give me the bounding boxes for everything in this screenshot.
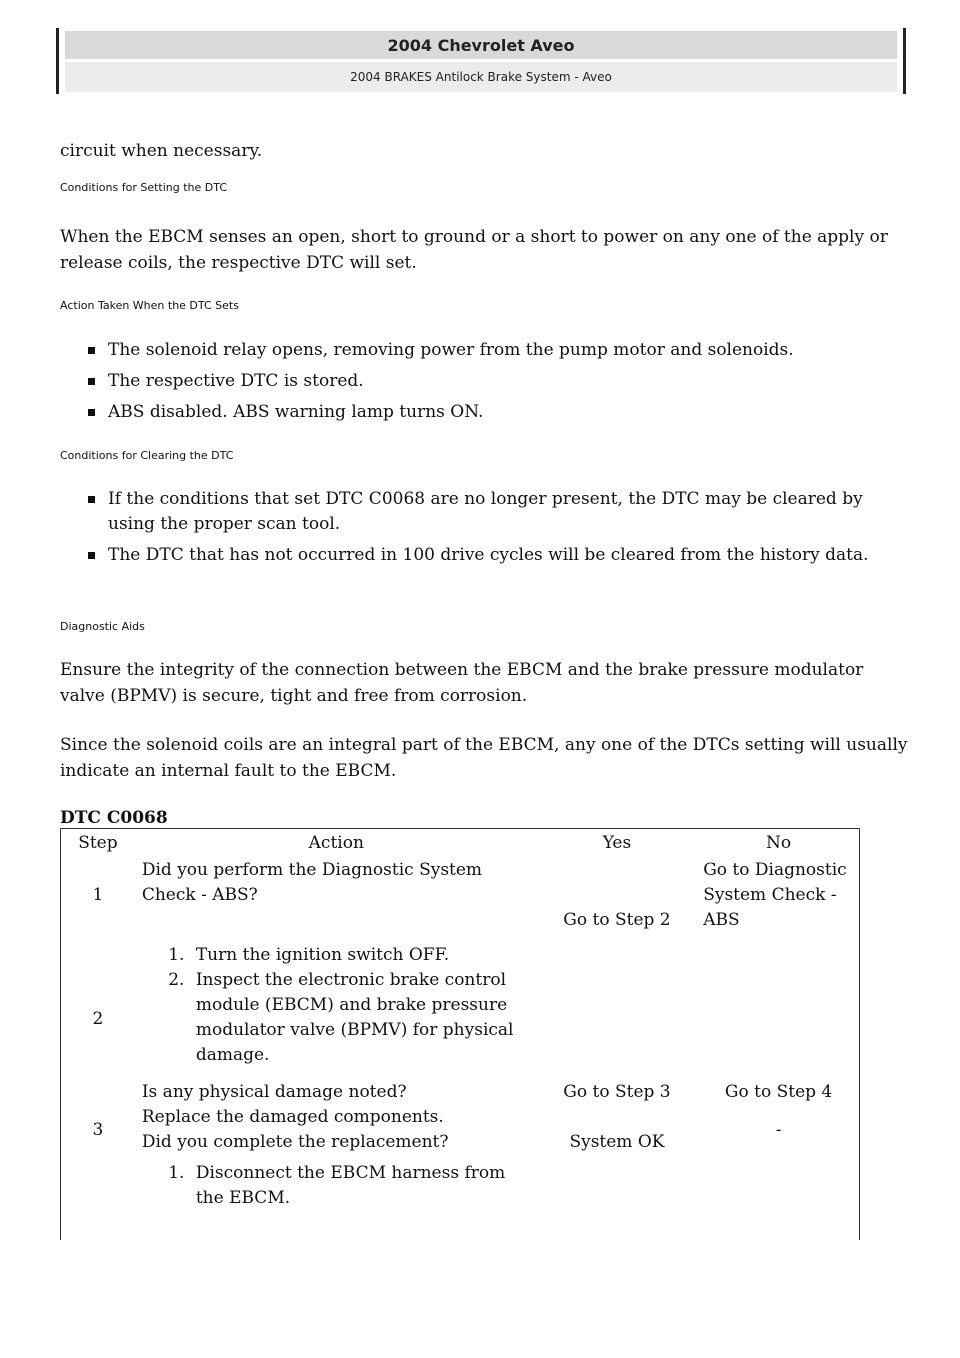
step-action: Did you perform the Diagnostic System Check - ABS? — [141, 860, 483, 905]
document-title: 2004 Chevrolet Aveo — [65, 31, 897, 59]
step-yes: Go to Step 3 — [563, 1082, 671, 1102]
step-no-empty — [697, 1155, 860, 1211]
list-item: The solenoid relay opens, removing power from the pump motor and solenoids. — [86, 338, 906, 363]
list-item: 1. Turn the ignition switch OFF. — [190, 943, 531, 968]
step-number: 1 — [92, 885, 104, 905]
header-yes: Yes — [602, 832, 632, 853]
step-no-empty — [697, 933, 860, 1068]
step-number: 2 — [92, 1008, 104, 1029]
step-number — [60, 1155, 136, 1211]
dtc-table — [60, 828, 860, 1211]
step-yes: System OK — [569, 1132, 665, 1152]
list-item: If the conditions that set DTC C0068 are no longer present, the DTC may be cleared by using the proper scan tool. — [86, 487, 906, 537]
intro-fragment: circuit when necessary. — [60, 141, 263, 161]
list-item: The respective DTC is stored. — [86, 369, 906, 394]
header-no: No — [766, 832, 792, 853]
document-header — [56, 28, 906, 94]
clearing-list — [86, 487, 906, 574]
list-item: ABS disabled. ABS warning lamp turns ON. — [86, 400, 906, 425]
step-no: - — [775, 1119, 782, 1140]
step-no: Go to Diagnostic System Check - ABS — [703, 860, 847, 930]
table-row — [60, 1068, 860, 1105]
list-item: The DTC that has not occurred in 100 drive cycles will be cleared from the history data. — [86, 543, 906, 568]
table-row — [60, 933, 860, 1068]
table-row — [60, 1105, 860, 1155]
heading-action: Action Taken When the DTC Sets — [60, 299, 239, 312]
heading-setting: Conditions for Setting the DTC — [60, 181, 227, 194]
step-no: Go to Step 4 — [724, 1082, 833, 1102]
header-action: Action — [308, 832, 364, 853]
step-action — [136, 1155, 537, 1211]
table-row — [60, 1155, 860, 1211]
heading-clearing: Conditions for Clearing the DTC — [60, 449, 234, 462]
header-step: Step — [78, 832, 118, 853]
table-caption: DTC C0068 — [60, 808, 168, 828]
step-action-line: Replace the damaged components. — [141, 1107, 444, 1127]
step-yes-empty — [537, 933, 697, 1068]
list-item: 1. Disconnect the EBCM harness from the EBCM. — [190, 1161, 531, 1211]
table-row — [60, 858, 860, 933]
step-instructions — [142, 943, 531, 1068]
step-action-line: Did you complete the replacement? — [141, 1132, 449, 1152]
step-question: Is any physical damage noted? — [141, 1082, 407, 1102]
step-number: 3 — [92, 1119, 104, 1140]
table-header-row — [60, 828, 860, 858]
setting-text: When the EBCM senses an open, short to ground or a short to power on any one of the apply or release coils, the respective DTC will set. — [60, 227, 888, 273]
list-item: 2. Inspect the electronic brake control module (EBCM) and brake pressure modulator valve (BPMV) for physical damage. — [190, 968, 531, 1068]
step-action — [136, 933, 537, 1068]
action-list — [86, 338, 906, 431]
aids-text-2: Since the solenoid coils are an integral part of the EBCM, any one of the DTCs setting will usually indicate an internal fault to the EBCM. — [60, 735, 908, 781]
document-subtitle: 2004 BRAKES Antilock Brake System - Aveo — [65, 62, 897, 92]
step-yes: Go to Step 2 — [563, 910, 671, 930]
step-yes-empty — [537, 1155, 697, 1211]
step-instructions — [142, 1161, 531, 1211]
aids-text-1: Ensure the integrity of the connection between the EBCM and the brake pressure modulator valve (BPMV) is secure, tight and free from corrosion. — [60, 660, 864, 706]
step-action — [136, 1105, 537, 1155]
heading-aids: Diagnostic Aids — [60, 620, 145, 633]
